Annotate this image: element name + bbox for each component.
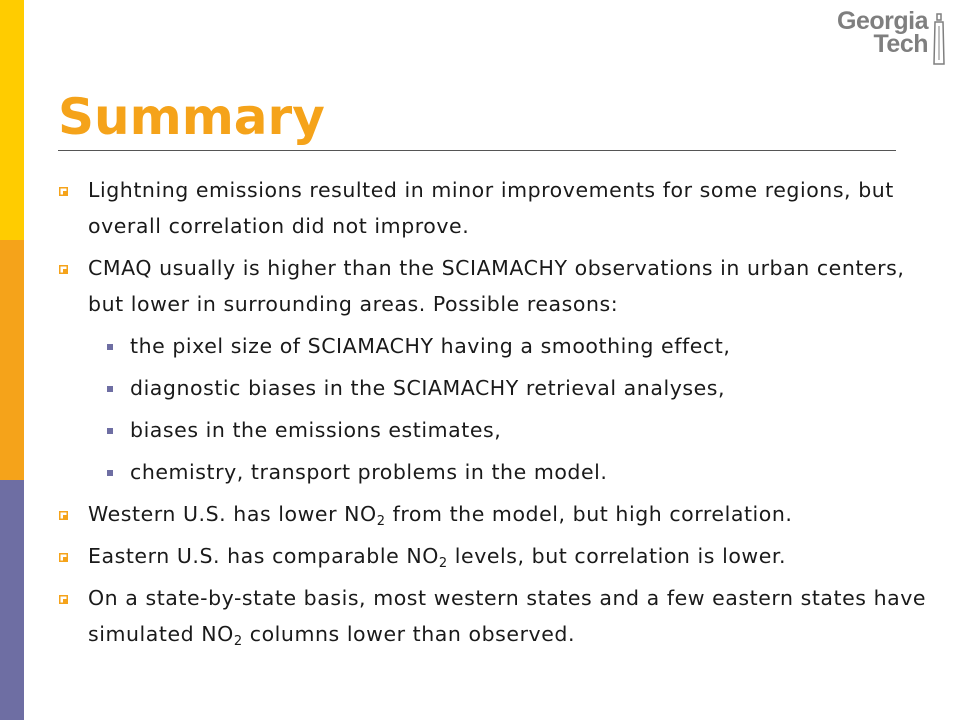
- bullet-text-after: levels, but correlation is lower.: [447, 544, 787, 568]
- square-bullet-icon: [107, 344, 113, 350]
- subbullet-text: biases in the emissions estimates,: [130, 418, 502, 442]
- hollow-square-bullet-icon: [59, 595, 68, 604]
- bullet-lightning: [58, 172, 938, 244]
- subbullet-chemistry-transport: [58, 454, 938, 490]
- bullet-state-by-state: [58, 580, 938, 652]
- bullet-text: CMAQ usually is higher than the SCIAMACHY observations in urban centers, but lower in surrounding areas. Possible reasons:: [88, 256, 905, 316]
- subbullet-diagnostic-biases: [58, 370, 938, 406]
- logo-line-2: Tech: [873, 30, 928, 58]
- left-bar-orange: [0, 240, 24, 480]
- subbullet-emission-biases: [58, 412, 938, 448]
- title-divider: [58, 150, 896, 151]
- bullet-text-before: On a state-by-state basis, most western states and a few eastern states have simulated NO: [88, 586, 927, 646]
- bullet-text: Lightning emissions resulted in minor improvements for some regions, but overall correlation did not improve.: [88, 178, 894, 238]
- square-bullet-icon: [107, 386, 113, 392]
- hollow-square-bullet-icon: [59, 511, 68, 520]
- bullet-cmaq: [58, 250, 938, 322]
- square-bullet-icon: [107, 428, 113, 434]
- bullet-text-before: Eastern U.S. has comparable NO: [88, 544, 439, 568]
- bullet-eastern-us: [58, 538, 938, 574]
- left-bar-yellow: [0, 0, 24, 240]
- no2-subscript: 2: [233, 634, 243, 649]
- subbullet-pixel-size: [58, 328, 938, 364]
- georgia-tech-logo: [820, 7, 952, 66]
- no2-subscript: 2: [438, 556, 448, 571]
- hollow-square-bullet-icon: [59, 187, 68, 196]
- square-bullet-icon: [107, 470, 113, 476]
- tech-tower-icon: [930, 12, 948, 66]
- bullet-text-after: columns lower than observed.: [242, 622, 576, 646]
- subbullet-text: diagnostic biases in the SCIAMACHY retrieval analyses,: [130, 376, 726, 400]
- slide-title: Summary: [58, 88, 325, 146]
- bullet-western-us: [58, 496, 938, 532]
- summary-list: [58, 172, 938, 658]
- subbullet-text: chemistry, transport problems in the model.: [130, 460, 608, 484]
- bullet-text-after: from the model, but high correlation.: [385, 502, 793, 526]
- logo-wordmark: [837, 7, 928, 58]
- left-bar-purple: [0, 480, 24, 720]
- logo-line-1: Georgia: [837, 7, 928, 35]
- no2-subscript: 2: [376, 514, 386, 529]
- hollow-square-bullet-icon: [59, 553, 68, 562]
- bullet-text-before: Western U.S. has lower NO: [88, 502, 377, 526]
- subbullet-text: the pixel size of SCIAMACHY having a smoothing effect,: [130, 334, 731, 358]
- hollow-square-bullet-icon: [59, 265, 68, 274]
